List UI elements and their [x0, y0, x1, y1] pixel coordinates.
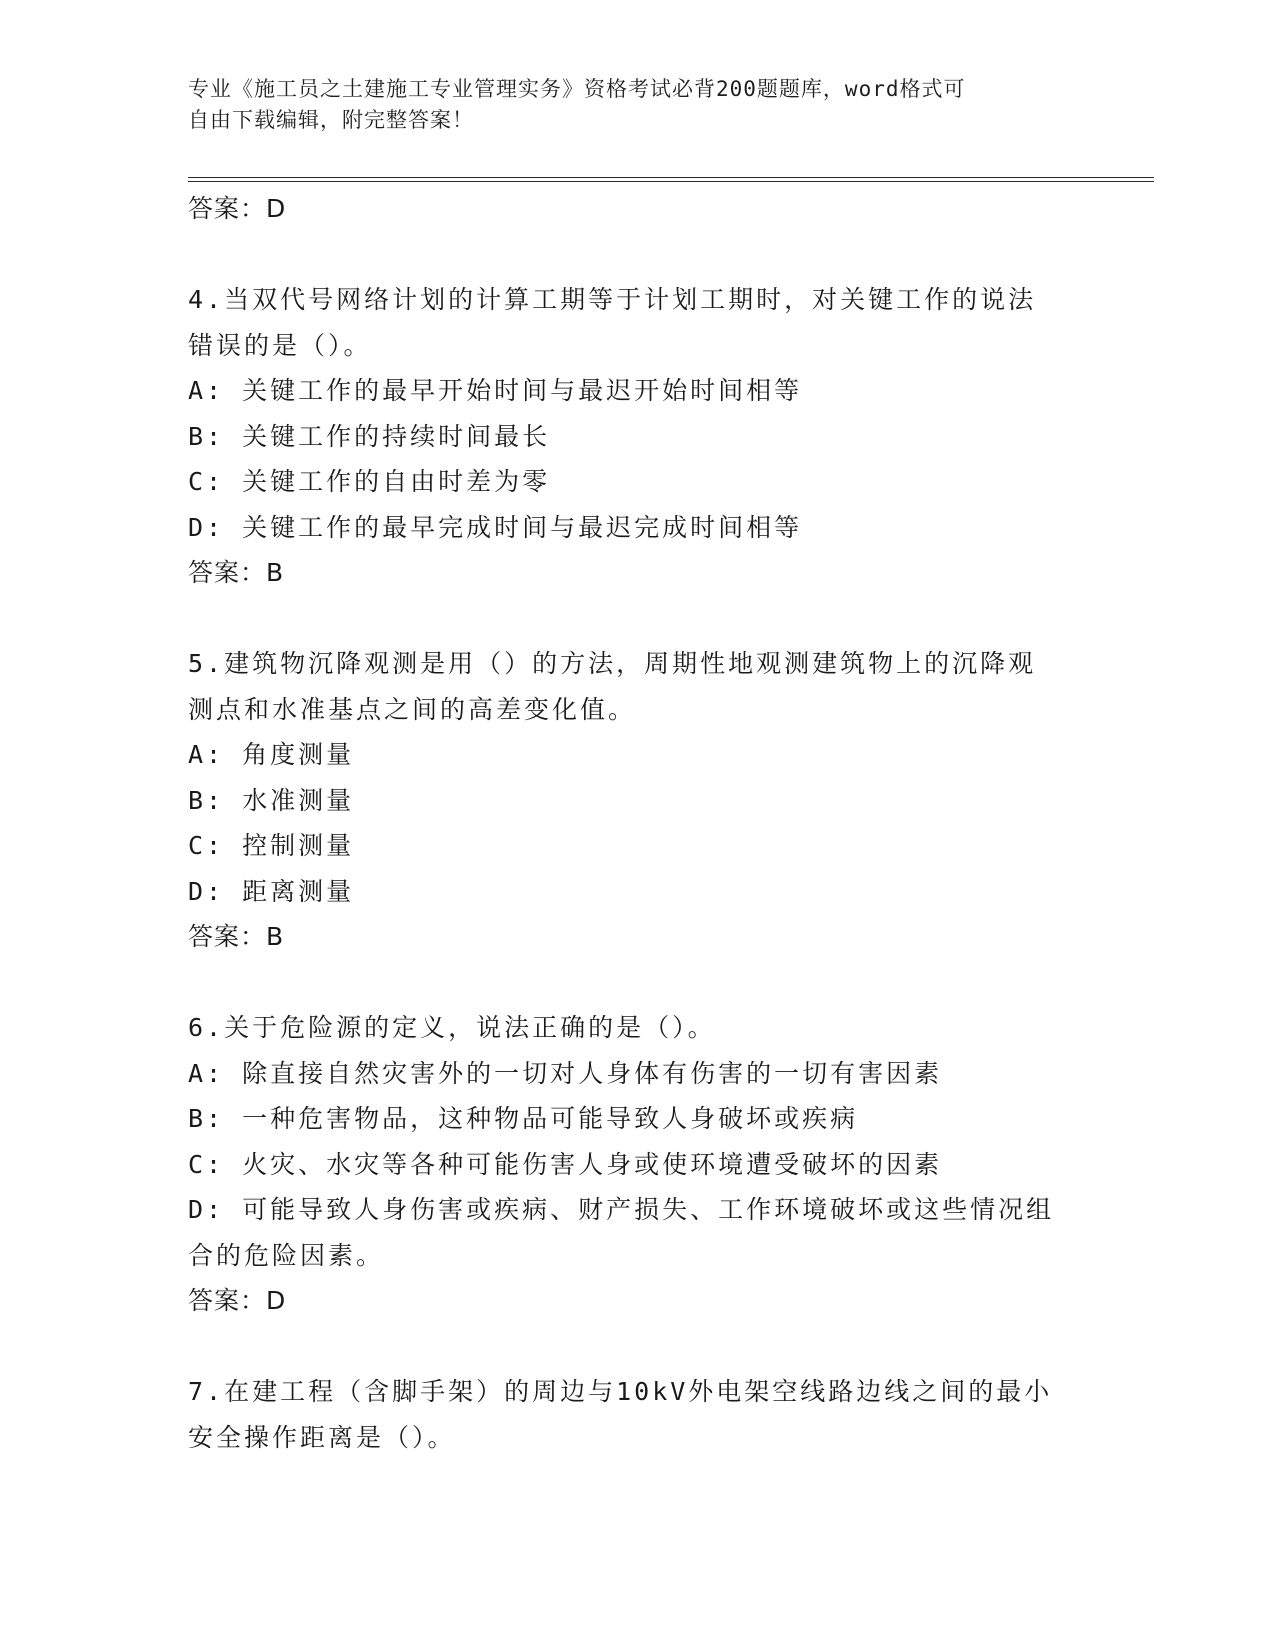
answer-line: 答案：B [188, 558, 285, 587]
question-block [188, 277, 1088, 596]
question-text: 6.关于危险源的定义，说法正确的是（）。 [188, 1013, 716, 1042]
header-line-1: 专业《施工员之土建施工专业管理实务》资格考试必背200题题库，word格式可 [188, 77, 966, 101]
option-c: C: 火灾、水灾等各种可能伤害人身或使环境遭受破坏的因素 [188, 1149, 943, 1179]
question-text: 错误的是（）。 [188, 330, 372, 360]
option-a: A: 除直接自然灾害外的一切对人身体有伤害的一切有害因素 [188, 1058, 943, 1088]
answer-line: 答案：D [188, 194, 287, 223]
header-divider-top [188, 177, 1154, 178]
question-block [188, 1369, 1088, 1460]
page-header [188, 74, 1078, 136]
spacer [188, 1324, 1088, 1370]
answer-line: 答案：B [188, 922, 285, 951]
option-d: D: 关键工作的最早完成时间与最迟完成时间相等 [188, 512, 803, 542]
option-c: C: 关键工作的自由时差为零 [188, 467, 551, 496]
spacer [188, 232, 1088, 278]
option-a: A: 关键工作的最早开始时间与最迟开始时间相等 [188, 376, 803, 405]
option-d-continued: 合的危险因素。 [188, 1240, 385, 1270]
question-text: 7.在建工程（含脚手架）的周边与10kV外电架空线路边线之间的最小 [188, 1377, 1053, 1406]
answer-line: 答案：D [188, 1286, 287, 1315]
header-line-2: 自由下载编辑，附完整答案！ [188, 108, 474, 132]
question-block [188, 641, 1088, 960]
option-d: D: 距离测量 [188, 876, 355, 906]
question-list [188, 186, 1088, 1460]
option-a: A: 角度测量 [188, 740, 355, 769]
option-d: D: 可能导致人身伤害或疾病、财产损失、工作环境破坏或这些情况组 [188, 1195, 1055, 1224]
spacer [188, 596, 1088, 642]
header-divider-bottom [188, 181, 1154, 182]
option-c: C: 控制测量 [188, 831, 355, 860]
option-b: B: 一种危害物品，这种物品可能导致人身破坏或疾病 [188, 1104, 859, 1133]
question-text: 4.当双代号网络计划的计算工期等于计划工期时，对关键工作的说法 [188, 285, 1037, 314]
question-block [188, 1005, 1088, 1324]
spacer [188, 960, 1088, 1006]
option-b: B: 关键工作的持续时间最长 [188, 421, 551, 451]
question-text: 5.建筑物沉降观测是用（）的方法，周期性地观测建筑物上的沉降观 [188, 649, 1037, 678]
option-b: B: 水准测量 [188, 785, 355, 815]
question-text: 安全操作距离是（）。 [188, 1422, 456, 1452]
question-text: 测点和水准基点之间的高差变化值。 [188, 694, 637, 724]
